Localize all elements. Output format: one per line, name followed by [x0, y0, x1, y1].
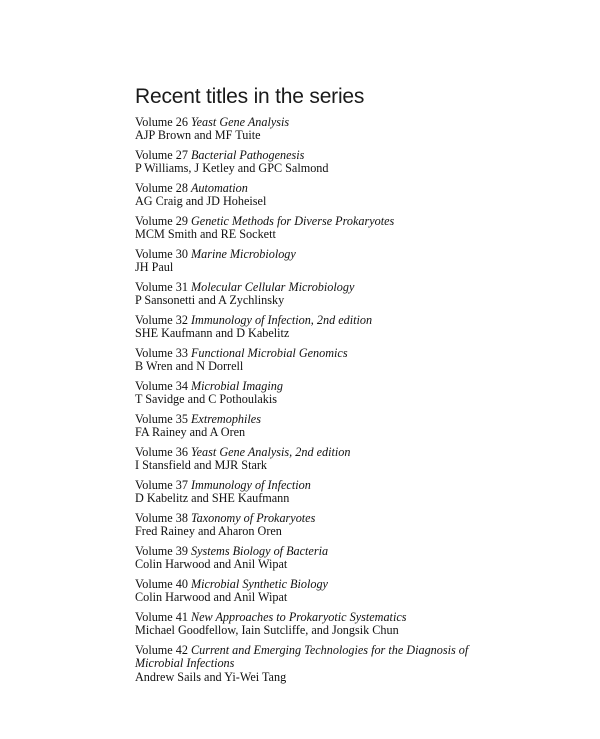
volume-number: Volume 38 [135, 511, 188, 525]
volume-authors: B Wren and N Dorrell [135, 359, 244, 374]
series-entry [135, 446, 515, 473]
volume-authors: Fred Rainey and Aharon Oren [135, 524, 282, 539]
series-entry [135, 182, 515, 209]
series-entry [135, 149, 515, 176]
series-entry [135, 611, 515, 638]
volume-authors: SHE Kaufmann and D Kabelitz [135, 326, 290, 341]
volume-authors: D Kabelitz and SHE Kaufmann [135, 491, 290, 506]
volume-number: Volume 37 [135, 478, 188, 492]
volume-title: Extremophiles [190, 412, 261, 426]
volume-authors: Colin Harwood and Anil Wipat [135, 590, 288, 605]
volume-authors: I Stansfield and MJR Stark [135, 458, 268, 473]
volume-number: Volume 26 [135, 115, 188, 129]
volume-authors: MCM Smith and RE Sockett [135, 227, 276, 242]
volume-title: Automation [190, 181, 248, 195]
series-entry [135, 314, 515, 341]
series-entry [135, 545, 515, 572]
volume-authors: P Sansonetti and A Zychlinsky [135, 293, 285, 308]
series-entry [135, 248, 515, 275]
page-heading: Recent titles in the series [135, 85, 365, 108]
volume-title: Bacterial Pathogenesis [190, 148, 305, 162]
volume-authors: P Williams, J Ketley and GPC Salmond [135, 161, 329, 176]
volume-authors: FA Rainey and A Oren [135, 425, 246, 440]
series-entry [135, 116, 515, 143]
volume-title: Immunology of Infection, 2nd edition [190, 313, 373, 327]
volume-authors: Andrew Sails and Yi-Wei Tang [135, 669, 287, 684]
volume-title: New Approaches to Prokaryotic Systematics [190, 610, 407, 624]
volume-authors: AJP Brown and MF Tuite [135, 128, 261, 143]
volume-title: Microbial Imaging [190, 379, 283, 393]
volume-authors: Colin Harwood and Anil Wipat [135, 557, 288, 572]
volume-authors: T Savidge and C Pothoulakis [135, 392, 277, 407]
volume-title: Molecular Cellular Microbiology [190, 280, 355, 294]
series-entry [135, 281, 515, 308]
volume-number: Volume 30 [135, 247, 188, 261]
volume-title: Microbial Synthetic Biology [190, 577, 328, 591]
series-entry [135, 413, 515, 440]
series-entry [135, 215, 515, 242]
volume-authors: JH Paul [135, 260, 174, 275]
volume-number: Volume 31 [135, 280, 188, 294]
volume-title: Immunology of Infection [190, 478, 311, 492]
volume-title: Yeast Gene Analysis [190, 115, 290, 129]
series-titles-list [135, 116, 515, 690]
series-entry [135, 578, 515, 605]
volume-authors: AG Craig and JD Hoheisel [135, 194, 267, 209]
volume-number: Volume 41 [135, 610, 188, 624]
volume-number: Volume 40 [135, 577, 188, 591]
series-entry [135, 644, 515, 684]
volume-number: Volume 36 [135, 445, 188, 459]
volume-number: Volume 33 [135, 346, 188, 360]
volume-title: Systems Biology of Bacteria [190, 544, 329, 558]
series-entry [135, 512, 515, 539]
series-entry [135, 380, 515, 407]
volume-number: Volume 29 [135, 214, 188, 228]
volume-title: Functional Microbial Genomics [190, 346, 348, 360]
volume-number: Volume 35 [135, 412, 188, 426]
volume-number: Volume 27 [135, 148, 188, 162]
volume-number: Volume 34 [135, 379, 188, 393]
volume-authors: Michael Goodfellow, Iain Sutcliffe, and Jongsik Chun [135, 623, 399, 638]
volume-title: Taxonomy of Prokaryotes [190, 511, 316, 525]
volume-title: Yeast Gene Analysis, 2nd edition [190, 445, 351, 459]
series-entry [135, 347, 515, 374]
volume-number: Volume 42 [135, 643, 188, 657]
volume-title: Genetic Methods for Diverse Prokaryotes [190, 214, 395, 228]
volume-number: Volume 28 [135, 181, 188, 195]
volume-number: Volume 32 [135, 313, 188, 327]
volume-title: Marine Microbiology [190, 247, 296, 261]
volume-title: Current and Emerging Technologies for the Diagnosis of Microbial Infections [135, 643, 469, 671]
series-entry [135, 479, 515, 506]
volume-number: Volume 39 [135, 544, 188, 558]
